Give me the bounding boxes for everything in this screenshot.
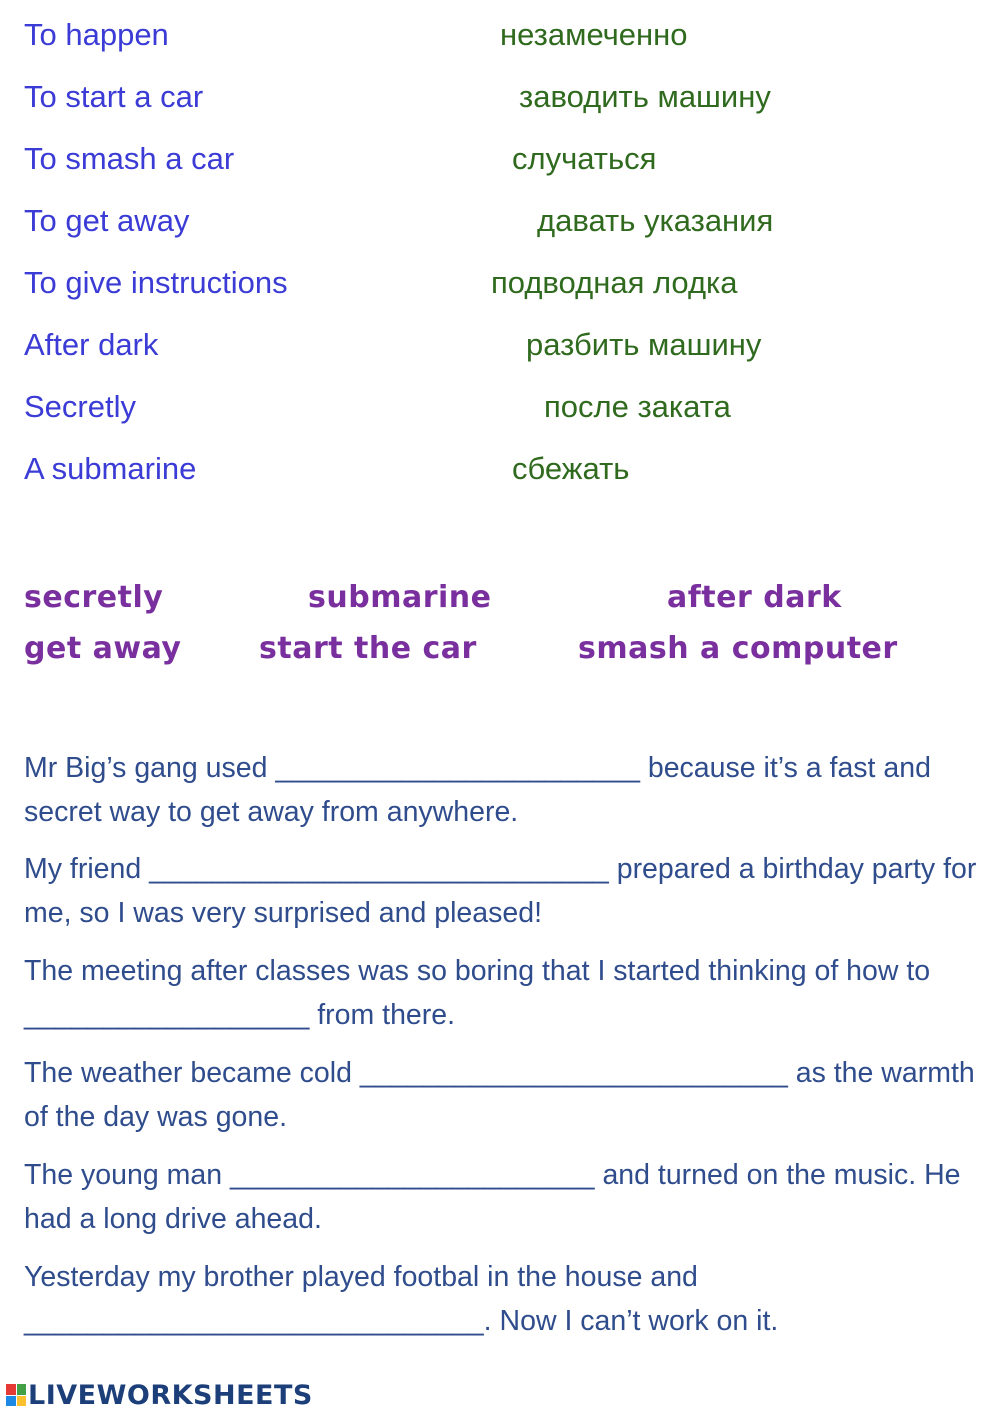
vocab-ru-5[interactable]: подводная лодка [491, 265, 738, 300]
sentence-3-after: from there. [309, 999, 456, 1031]
vocab-en-7: Secretly [24, 389, 136, 424]
word-bank-secretly: secretly [24, 580, 164, 615]
sentence-5 [24, 1153, 984, 1241]
vocab-ru-8[interactable]: сбежать [512, 451, 630, 486]
vocab-en-5: To give instructions [24, 265, 288, 300]
sentence-4-before: The weather became cold [24, 1057, 360, 1089]
vocab-ru-1[interactable]: незамеченно [500, 17, 688, 52]
logo-square-1 [6, 1384, 16, 1395]
sentence-2-after: prepared a birthday party for me, so I was very surprised and pleased! [24, 853, 977, 929]
sentence-3-before: The meeting after classes was so boring that I started thinking of how to [24, 955, 931, 987]
sentence-1-before: Mr Big’s gang used [24, 752, 276, 784]
sentence-4 [24, 1051, 984, 1139]
sentence-3 [24, 949, 984, 1037]
sentence-2 [24, 847, 984, 935]
sentence-6-before: Yesterday my brother played footbal in the house and [24, 1261, 698, 1293]
vocab-en-8: A submarine [24, 451, 197, 486]
sentence-1-after: because it’s a fast and secret way to get away from anywhere. [24, 752, 931, 828]
word-bank-get-away: get away [24, 631, 182, 666]
sentence-3-blank[interactable]: __________________ [24, 999, 310, 1031]
sentence-4-blank[interactable]: ___________________________ [359, 1057, 788, 1089]
vocab-ru-6[interactable]: разбить машину [526, 327, 762, 362]
word-bank-start-the-car: start the car [259, 631, 477, 666]
sentence-2-before: My friend [24, 853, 150, 885]
word-bank-smash-a-computer: smash a computer [578, 631, 898, 666]
sentence-1-blank[interactable]: _______________________ [275, 752, 640, 784]
sentence-6 [24, 1255, 984, 1343]
vocab-ru-4[interactable]: давать указания [537, 203, 774, 238]
vocab-ru-7[interactable]: после заката [544, 389, 731, 424]
sentence-5-before: The young man [24, 1159, 230, 1191]
logo-text: LIVEWORKSHEETS [28, 1379, 313, 1411]
word-bank-submarine: submarine [308, 580, 492, 615]
word-bank-after-dark: after dark [667, 580, 842, 615]
liveworksheets-logo [6, 1380, 313, 1410]
vocab-en-4: To get away [24, 203, 190, 238]
vocab-en-1: To happen [24, 17, 169, 52]
logo-square-2 [17, 1384, 27, 1395]
logo-square-4 [17, 1396, 27, 1407]
sentence-6-after: . Now I can’t work on it. [483, 1305, 779, 1337]
vocab-ru-3[interactable]: случаться [512, 141, 657, 176]
vocab-en-6: After dark [24, 327, 159, 362]
sentence-5-after: and turned on the music. He had a long drive ahead. [24, 1159, 961, 1235]
sentence-5-blank[interactable]: _______________________ [229, 1159, 595, 1191]
vocab-ru-2[interactable]: заводить машину [519, 79, 771, 114]
vocab-en-2: To start a car [24, 79, 204, 114]
vocab-en-3: To smash a car [24, 141, 235, 176]
sentence-4-after: as the warmth of the day was gone. [24, 1057, 975, 1133]
logo-square-3 [6, 1396, 16, 1407]
sentence-6-blank[interactable]: _____________________________ [24, 1305, 484, 1337]
sentence-2-blank[interactable]: _____________________________ [149, 853, 609, 885]
sentence-1 [24, 746, 984, 834]
logo-mark-icon [6, 1384, 26, 1406]
